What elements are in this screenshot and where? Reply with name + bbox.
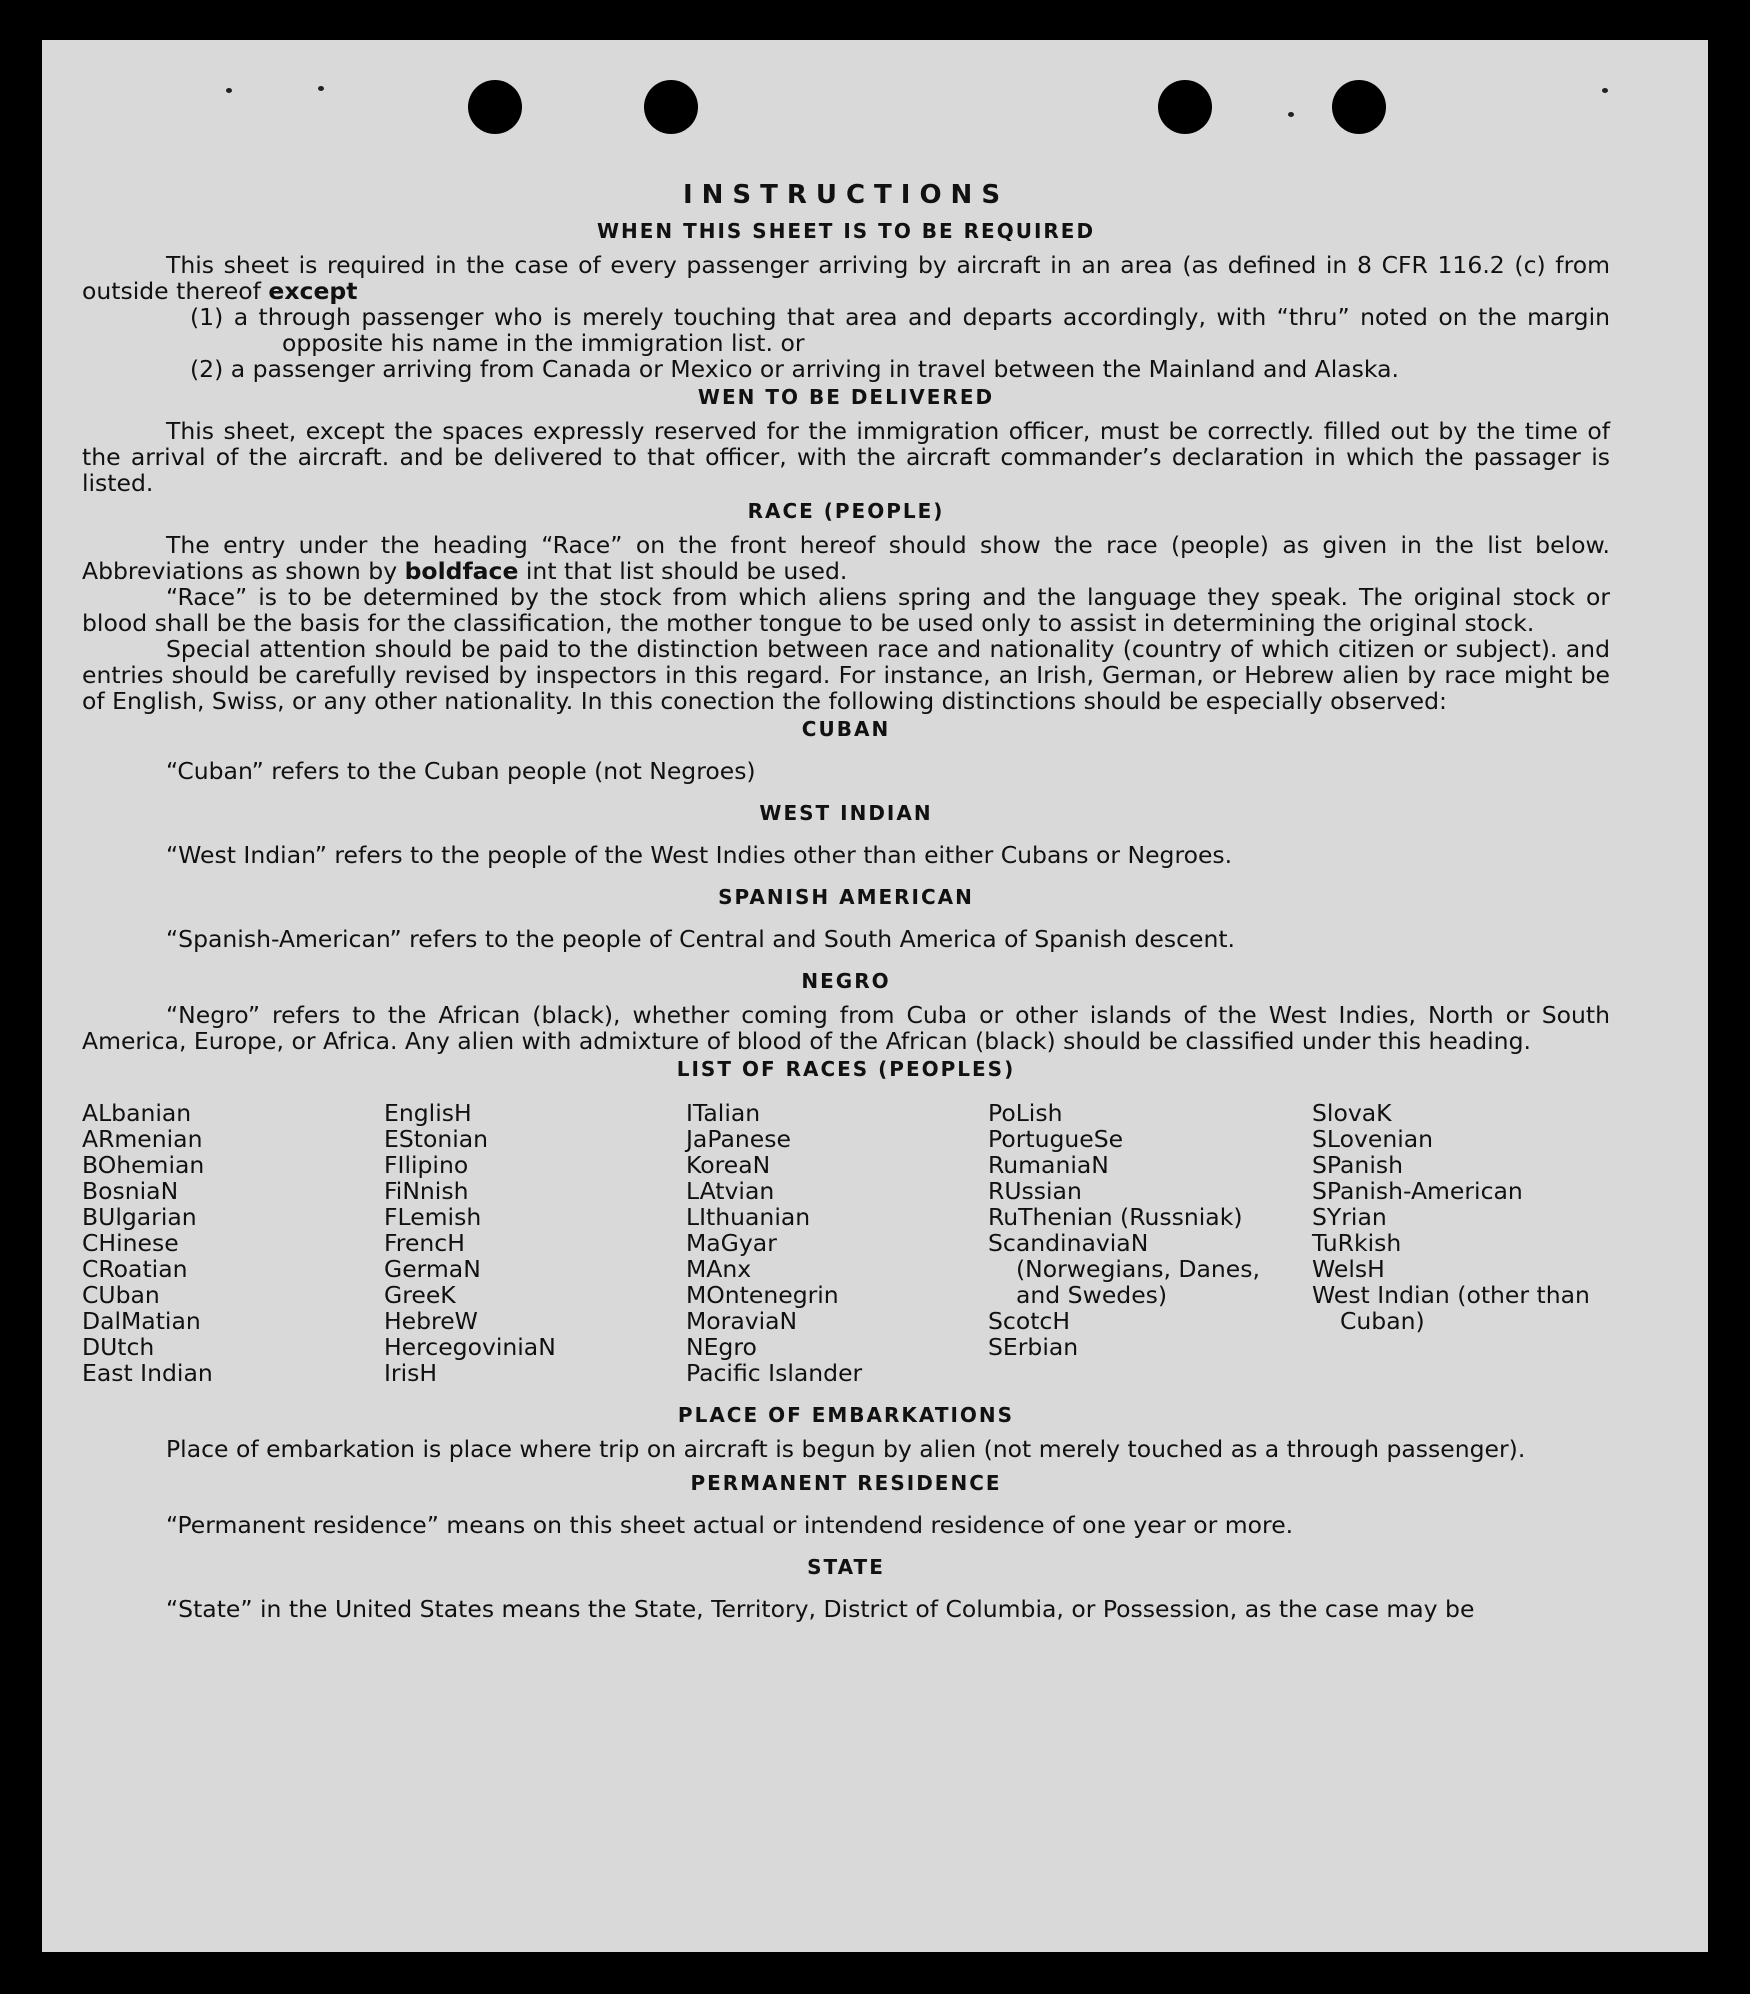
bold-term: boldface: [404, 557, 519, 585]
paragraph: This sheet, except the spaces expressly reserved for the immigration officer, must be correctly. filled out by the time of the arrival of the aircraft. and be delivered to that officer, with the aircraft commander’s declaration in which the passager is listed.: [82, 417, 1610, 497]
race-item: MAnx: [686, 1255, 752, 1283]
section-heading: LIST OF RACES (PEOPLES): [676, 1057, 1016, 1081]
paragraph: “Cuban” refers to the Cuban people (not Negroes): [166, 757, 756, 785]
speck: [226, 88, 232, 93]
race-item: GreeK: [384, 1281, 456, 1309]
race-item: TuRkish: [1312, 1229, 1402, 1257]
race-item: SYrian: [1312, 1203, 1387, 1231]
paragraph: “State” in the United States means the State, Territory, District of Columbia, or Possession, as the case may be: [166, 1595, 1475, 1623]
list-item: (2) a passenger arriving from Canada or Mexico or arriving in travel between the Mainland and Alaska.: [190, 355, 1399, 383]
speck: [1602, 88, 1608, 93]
race-item: WelsH: [1312, 1255, 1385, 1283]
race-column: [686, 1100, 976, 1386]
race-item: Pacific Islander: [686, 1359, 863, 1387]
race-item: FrencH: [384, 1229, 465, 1257]
section-heading: WEST INDIAN: [759, 801, 933, 825]
race-item: EnglisH: [384, 1099, 472, 1127]
punch-hole: [468, 80, 522, 134]
page-title: INSTRUCTIONS: [682, 180, 1010, 210]
section-heading: NEGRO: [801, 969, 891, 993]
instructions-body: [82, 180, 1610, 1622]
speck: [318, 86, 324, 91]
race-item: EStonian: [384, 1125, 489, 1153]
punch-hole: [1332, 80, 1386, 134]
section-heading: STATE: [807, 1555, 885, 1579]
race-item: SLovenian: [1312, 1125, 1434, 1153]
race-column: [384, 1100, 674, 1386]
race-item: West Indian (other than Cuban): [1312, 1281, 1590, 1335]
race-item: FIlipino: [384, 1151, 469, 1179]
race-item: BosniaN: [82, 1177, 179, 1205]
document-sheet: [42, 40, 1708, 1952]
bold-term: except: [268, 277, 358, 305]
race-item: NEgro: [686, 1333, 757, 1361]
punch-hole: [1158, 80, 1212, 134]
paragraph: Place of embarkation is place where trip on aircraft is begun by alien (not merely touched as a through passenger).: [166, 1435, 1526, 1463]
race-item: PoLish: [988, 1099, 1063, 1127]
race-item: East Indian: [82, 1359, 213, 1387]
race-item: LIthuanian: [686, 1203, 811, 1231]
paragraph: The entry under the heading “Race” on the front hereof should show the race (people) as given in the list below. Abbreviations as shown by boldface int that list should be used.: [82, 531, 1610, 585]
race-item: SPanish-American: [1312, 1177, 1523, 1205]
race-item: DalMatian: [82, 1307, 201, 1335]
race-item: CUban: [82, 1281, 160, 1309]
race-item: JaPanese: [686, 1125, 791, 1153]
race-item: PortugueSe: [988, 1125, 1124, 1153]
race-item: FLemish: [384, 1203, 482, 1231]
race-item: SlovaK: [1312, 1099, 1392, 1127]
section-heading: WHEN THIS SHEET IS TO BE REQUIRED: [596, 219, 1096, 243]
race-item: MoraviaN: [686, 1307, 798, 1335]
race-item: ALbanian: [82, 1099, 192, 1127]
race-column: [82, 1100, 372, 1386]
paragraph: “Race” is to be determined by the stock from which aliens spring and the language they speak. The original stock or blood shall be the basis for the classification, the mother tongue to be used only to assist in determining the original stock.: [82, 583, 1610, 637]
paragraph: “Negro” refers to the African (black), whether coming from Cuba or other islands of the West Indies, North or South America, Europe, or Africa. Any alien with admixture of blood of the African (black) should be classified under this heading.: [82, 1001, 1610, 1055]
race-item: RuThenian (Russniak): [988, 1203, 1243, 1231]
race-item: RUssian: [988, 1177, 1082, 1205]
race-item: ARmenian: [82, 1125, 203, 1153]
race-item: RumaniaN: [988, 1151, 1109, 1179]
list-item: (1) a through passenger who is merely touching that area and departs accordingly, with “thru” noted on the margin opposite his name in the immigration list. or: [190, 303, 1610, 357]
race-item: GermaN: [384, 1255, 481, 1283]
race-list: [82, 1100, 1610, 1400]
race-item: CRoatian: [82, 1255, 188, 1283]
race-item: BUlgarian: [82, 1203, 197, 1231]
section-heading: SPANISH AMERICAN: [718, 885, 974, 909]
race-item: MOntenegrin: [686, 1281, 839, 1309]
paragraph: Special attention should be paid to the distinction between race and nationality (country of which citizen or subject). and entries should be carefully revised by inspectors in this regard. For instance, an Irish, German, or Hebrew alien by race might be of English, Swiss, or any other nationality. In this conection the following distinctions should be especially observed:: [82, 635, 1610, 715]
section-heading: WEN TO BE DELIVERED: [697, 385, 995, 409]
section-heading: PERMANENT RESIDENCE: [690, 1471, 1002, 1495]
race-item: SErbian: [988, 1333, 1079, 1361]
race-item: IrisH: [384, 1359, 438, 1387]
race-item: CHinese: [82, 1229, 179, 1257]
race-item: ScotcH: [988, 1307, 1071, 1335]
paragraph: This sheet is required in the case of every passenger arriving by aircraft in an area (as defined in 8 CFR 116.2 (c) from outside thereof except: [82, 251, 1610, 305]
speck: [1288, 112, 1294, 117]
race-item: DUtch: [82, 1333, 155, 1361]
section-heading: RACE (PEOPLE): [747, 499, 945, 523]
race-item: MaGyar: [686, 1229, 777, 1257]
section-heading: CUBAN: [801, 717, 891, 741]
race-item: LAtvian: [686, 1177, 775, 1205]
race-column: [1312, 1100, 1610, 1334]
punch-hole: [644, 80, 698, 134]
race-item: ScandinaviaN (Norwegians, Danes, and Swedes): [988, 1229, 1260, 1309]
race-item: SPanish: [1312, 1151, 1403, 1179]
race-item: BOhemian: [82, 1151, 205, 1179]
race-item: HebreW: [384, 1307, 478, 1335]
race-item: KoreaN: [686, 1151, 771, 1179]
paragraph: “Spanish-American” refers to the people of Central and South America of Spanish descent.: [166, 925, 1236, 953]
race-item: HercegoviniaN: [384, 1333, 556, 1361]
section-heading: PLACE OF EMBARKATIONS: [677, 1403, 1015, 1427]
race-column: [988, 1100, 1288, 1360]
paragraph: “Permanent residence” means on this sheet actual or intendend residence of one year or more.: [166, 1511, 1294, 1539]
race-item: ITalian: [686, 1099, 761, 1127]
race-item: FiNnish: [384, 1177, 469, 1205]
paragraph: “West Indian” refers to the people of the West Indies other than either Cubans or Negroes.: [166, 841, 1233, 869]
